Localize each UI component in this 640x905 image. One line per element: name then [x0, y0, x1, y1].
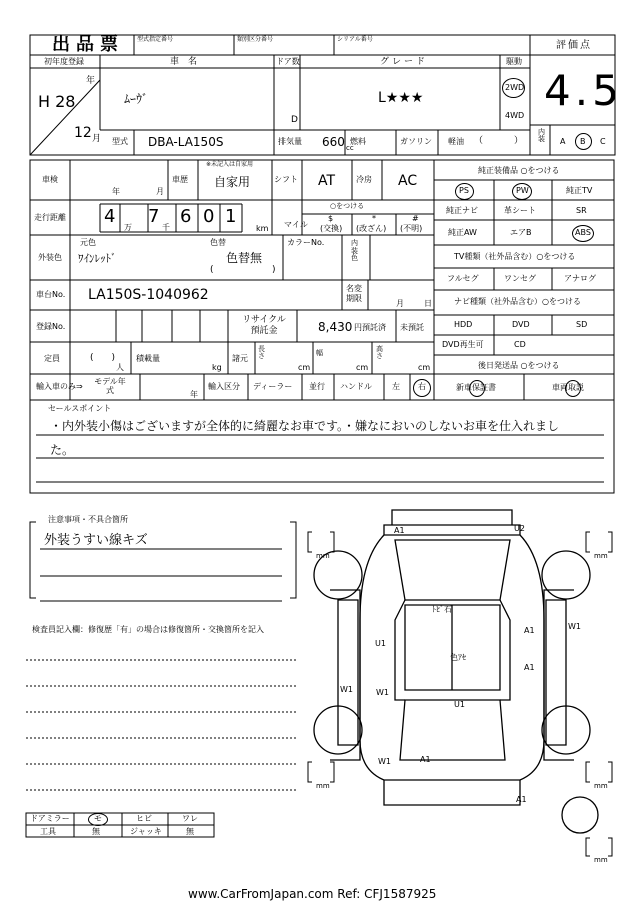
- jack-value: 無: [186, 827, 194, 836]
- opt-leather: 革シート: [504, 206, 536, 215]
- handle-left: 左: [392, 382, 400, 391]
- height-label: 高さ: [376, 345, 383, 360]
- footer-reference: www.CarFromJapan.com Ref: CFJ1587925: [188, 887, 437, 901]
- opt-warranty-circle: [469, 380, 485, 397]
- sales-line-2: た。: [50, 443, 75, 457]
- opt-cd: CD: [514, 340, 526, 349]
- first-reg-era: H 28: [38, 92, 76, 111]
- mileage-dollar: $: [328, 214, 334, 223]
- drive-2wd: 2WD: [505, 83, 525, 92]
- car-name-label: 車 名: [170, 57, 198, 67]
- mileage-digit-2: 7: [148, 206, 160, 227]
- mm-rear-left: mm: [316, 782, 330, 790]
- chassis-value: LA150S-1040962: [88, 287, 209, 303]
- opt-dvd: DVD: [512, 320, 530, 329]
- year-unit: 年: [86, 76, 96, 86]
- interior-c: C: [600, 137, 606, 146]
- handle-label: ハンドル: [340, 382, 372, 391]
- title-expiry-day: 日: [424, 299, 432, 308]
- damage-mark-5: A1: [524, 626, 535, 635]
- mileage-label: 走行距離: [34, 213, 66, 222]
- dims-label: 諸元: [232, 354, 248, 363]
- drive-4wd: 4WD: [505, 111, 525, 120]
- model-year-unit: 年: [190, 390, 198, 399]
- cc-unit: cc: [346, 144, 354, 152]
- mileage-digit-1: 4: [104, 206, 116, 227]
- opt-manual: 車両取説: [552, 383, 584, 392]
- mileage-hash: #: [412, 214, 419, 223]
- type-cert-label: 型式指定番号: [137, 36, 174, 43]
- shift-label: シフト: [274, 175, 298, 184]
- mileage-star: *: [372, 214, 376, 223]
- mileage-mile: マイル: [284, 220, 308, 229]
- length-unit: cm: [298, 363, 311, 372]
- opt-sr: SR: [576, 206, 587, 215]
- load-unit: kg: [212, 363, 222, 372]
- damage-mark-11: U1: [454, 700, 465, 709]
- ac-value: AC: [398, 173, 418, 189]
- repaint-paren-close: ): [272, 265, 276, 275]
- grade-label: グレード: [380, 57, 429, 67]
- sales-label: セールスポイント: [48, 404, 112, 413]
- inspector-label: 検査員記入欄：修復歴「有」の場合は修復箇所・交換箇所を記入: [32, 625, 264, 634]
- mm-front-right: mm: [594, 552, 608, 560]
- fuel-label: 燃料: [350, 137, 366, 146]
- model-label: 型式: [112, 137, 128, 146]
- exterior-label: 外装色: [38, 253, 62, 262]
- interior-b: B: [580, 137, 586, 146]
- import-type-label: 輸入区分: [208, 382, 240, 391]
- displacement-value: 660: [322, 135, 345, 149]
- damage-mark-9: W1: [340, 685, 353, 694]
- tv-title: TV種類（社外品含む）○をつける: [454, 252, 576, 261]
- fuel-paren-open: （: [474, 136, 484, 146]
- damage-mark-8: A1: [524, 663, 535, 672]
- tools-value: 無: [92, 827, 100, 836]
- opt-manual-circle: [565, 380, 581, 397]
- month-unit: 月: [92, 134, 102, 144]
- opt-oneseg: ワンセグ: [504, 274, 536, 283]
- tools-label: 工具: [40, 827, 56, 836]
- recycle-deposited: 円預託済: [354, 323, 386, 332]
- first-reg-label: 初年度登録: [44, 57, 84, 66]
- opt-airbag: エアB: [510, 228, 532, 237]
- load-label: 積載量: [136, 354, 160, 363]
- history-note: ※未記入は自家用: [206, 161, 254, 168]
- mileage-exchange: (交換): [320, 224, 343, 233]
- notes-line-1: 外装うすい線キズ: [44, 533, 148, 548]
- title-expiry-month: 月: [396, 299, 404, 308]
- fuel-paren-close: ）: [514, 136, 524, 146]
- mileage-digit-5: 1: [225, 206, 237, 227]
- damage-mark-3: ﾄﾋﾞ石: [432, 605, 452, 614]
- model-year-label: モデル年式: [94, 377, 126, 395]
- repaint-value: 色替無: [226, 251, 263, 265]
- opt-hdd: HDD: [454, 320, 473, 329]
- notes-label: 注意事項・不具合箇所: [48, 515, 128, 524]
- jack-label: ジャッキ: [130, 827, 162, 836]
- later-title: 後日発送品 ○をつける: [478, 361, 560, 370]
- damage-mark-6: W1: [568, 622, 581, 631]
- damage-mark-1: A1: [394, 526, 405, 535]
- history-label: 車歴: [172, 175, 188, 184]
- opt-sd: SD: [576, 320, 588, 329]
- color-no-label: カラーNo.: [287, 238, 325, 247]
- doors-label: ドア数: [276, 57, 300, 66]
- score-label: 評価点: [556, 40, 592, 51]
- form-title: 出品票: [52, 34, 124, 55]
- mileage-tampered: (改ざん): [356, 224, 387, 233]
- capacity-unit: 人: [116, 363, 124, 372]
- interior-color-label: 内装色: [351, 239, 358, 263]
- height-unit: cm: [418, 363, 431, 372]
- mileage-unit-sen: 千: [162, 223, 170, 232]
- fuel-light-oil: 軽油: [448, 137, 464, 146]
- handle-right: 右: [418, 382, 426, 391]
- interior-label: 内装: [538, 128, 545, 143]
- mirror-value: モ: [94, 814, 102, 823]
- title-expiry-label: 名変期限: [346, 284, 362, 303]
- repaint-paren-open: (: [210, 265, 214, 275]
- capacity-label: 定員: [44, 354, 60, 363]
- serial-label: シリアル番号: [337, 36, 373, 43]
- drive-2wd-circle: [502, 78, 525, 98]
- opt-ps-circle: [455, 183, 474, 200]
- mileage-digit-3: 6: [180, 206, 192, 227]
- opt-dvd-play: DVD再生可: [442, 340, 484, 349]
- grade-value: L★★★: [378, 90, 424, 106]
- scratch-label: ヒビ: [136, 814, 152, 823]
- score-value: 4.5: [544, 66, 623, 115]
- original-color: ﾜｲﾝﾚｯﾄﾞ: [78, 252, 117, 265]
- length-label: 長さ: [258, 345, 265, 360]
- damage-mark-13: A1: [420, 755, 431, 764]
- mirror-circle: [88, 813, 108, 826]
- oem-title: 純正装備品 ○をつける: [478, 166, 560, 175]
- mileage-circle-note: ○をつける: [330, 202, 365, 210]
- opt-pw-circle: [512, 183, 532, 200]
- capacity-value: ( ): [90, 353, 116, 363]
- opt-abs-circle: [572, 225, 594, 242]
- original-color-label: 元色: [80, 238, 96, 247]
- ac-label: 冷房: [356, 175, 372, 184]
- damage-mark-10: W1: [376, 688, 389, 697]
- recycle-label: リサイクル預託金: [242, 315, 286, 336]
- import-label: 輸入車のみ⇒: [36, 382, 83, 391]
- class-label: 類別区分番号: [237, 36, 274, 43]
- mm-rear-right: mm: [594, 782, 608, 790]
- mileage-unknown: (不明): [400, 224, 423, 233]
- inspection-year: 年: [112, 187, 120, 196]
- damage-mark-2: U2: [514, 524, 525, 533]
- interior-a: A: [560, 137, 566, 146]
- opt-navi: 純正ナビ: [446, 206, 478, 215]
- interior-b-circle: [575, 133, 592, 150]
- damage-mark-7: 色ｱｾ: [450, 653, 466, 662]
- first-reg-month: 12: [74, 125, 92, 141]
- import-dealer: ディーラー: [253, 382, 293, 391]
- mirror-label: ドアミラー: [30, 814, 70, 823]
- opt-analog: アナログ: [564, 274, 596, 283]
- car-name: ﾑｰｳﾞ: [124, 92, 149, 106]
- width-unit: cm: [356, 363, 369, 372]
- door-letter: D: [291, 115, 298, 125]
- opt-abs: ABS: [575, 228, 591, 237]
- handle-right-circle: [413, 379, 431, 397]
- mileage-digit-4: 0: [203, 206, 215, 227]
- recycle-not-deposited: 未預託: [400, 323, 424, 332]
- mileage-km: km: [256, 224, 269, 233]
- reg-label: 登録No.: [36, 322, 66, 331]
- crack-label: ワレ: [182, 814, 198, 823]
- mm-spare: mm: [594, 856, 608, 864]
- damage-mark-12: W1: [378, 757, 391, 766]
- opt-aw: 純正AW: [448, 228, 477, 237]
- shift-value: AT: [318, 173, 336, 189]
- opt-warranty: 新車保証書: [456, 383, 496, 392]
- opt-tv: 純正TV: [566, 186, 593, 195]
- inspection-label: 車検: [42, 175, 58, 184]
- mm-front-left: mm: [316, 552, 330, 560]
- inspection-month: 月: [156, 187, 164, 196]
- recycle-value: 8,430: [318, 320, 353, 334]
- model-value: DBA-LA150S: [148, 135, 224, 149]
- sales-line-1: ・内外装小傷はございますが全体的に綺麗なお車です。・嫌なにおいのしないお車を仕入れまし: [50, 419, 560, 433]
- drive-label: 駆動: [506, 57, 522, 66]
- opt-pw: PW: [516, 186, 529, 195]
- mileage-unit-man: 万: [124, 223, 132, 232]
- navi-title: ナビ種類（社外品含む）○をつける: [454, 297, 581, 306]
- opt-ps: PS: [459, 186, 469, 195]
- width-label: 幅: [316, 349, 323, 357]
- repaint-label: 色替: [210, 238, 226, 247]
- fuel-gasoline: ガソリン: [400, 137, 432, 146]
- import-parallel: 並行: [309, 382, 325, 391]
- displacement-label: 排気量: [278, 137, 302, 146]
- chassis-label: 車台No.: [36, 290, 66, 299]
- damage-mark-14: A1: [516, 795, 527, 804]
- damage-mark-4: U1: [375, 639, 386, 648]
- history-value: 自家用: [214, 175, 251, 189]
- opt-fullseg: フルセグ: [447, 274, 479, 283]
